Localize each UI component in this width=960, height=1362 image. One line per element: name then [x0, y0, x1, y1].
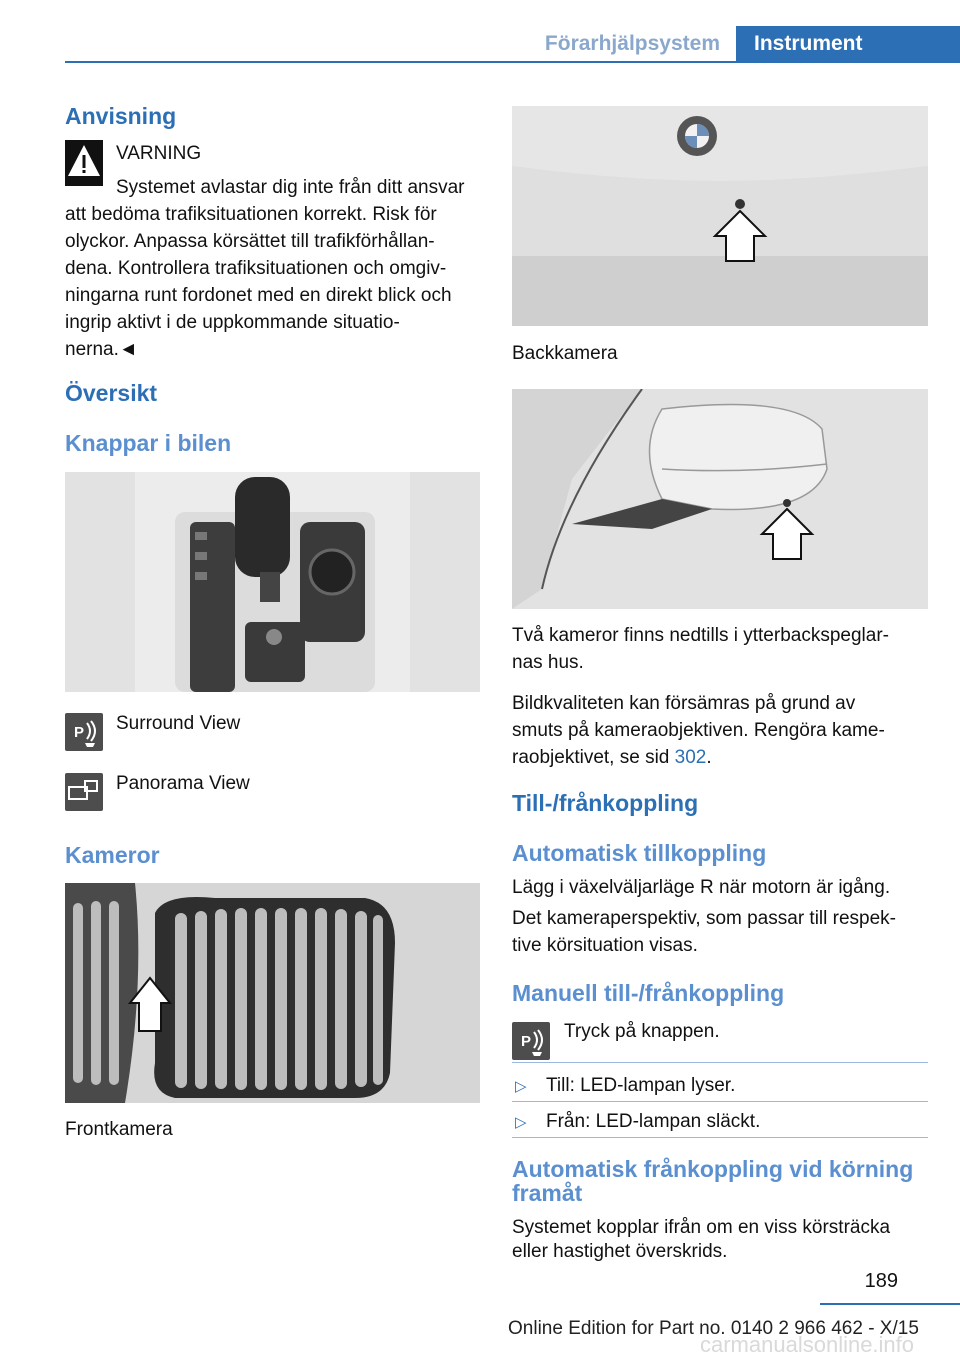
quality-text-line-last — [512, 744, 712, 771]
warning-line: ningarna runt fordonet med en direkt blick och — [65, 285, 452, 306]
page-number: 189 — [864, 1270, 898, 1292]
mirror-text-line: Två kameror finns nedtills i ytterbackspeglar‐ — [512, 625, 889, 646]
edition-text: Online Edition for Part no. 0140 2 966 462 - X/15 — [508, 1318, 919, 1339]
running-header-section: Förarhjälpsystem — [544, 32, 720, 55]
header-rule — [65, 61, 960, 63]
warning-triangle-icon — [65, 140, 103, 186]
auto-off-text-line: eller hastighet överskrids. — [512, 1241, 728, 1262]
list-divider — [512, 1137, 928, 1138]
warning-line: olyckor. Anpassa körsättet till trafikförhållan‐ — [65, 231, 435, 252]
surround-view-button-icon — [512, 1022, 550, 1060]
running-header-tab: Instrument — [736, 26, 960, 62]
warning-line: att bedöma trafiksituationen korrekt. Risk för — [65, 204, 437, 225]
quality-text-line: Bildkvaliteten kan försämras på grund av — [512, 693, 856, 714]
auto-off-heading-line: Automatisk frånkoppling vid körning — [512, 1156, 914, 1182]
cameras-heading: Kameror — [65, 842, 160, 868]
quality-text-prefix: raobjektivet, se sid — [512, 747, 675, 768]
auto-on-heading: Automatisk tillkoppling — [512, 840, 767, 866]
warning-title: VARNING — [116, 143, 202, 164]
surround-view-button-icon — [65, 713, 103, 751]
list-divider — [512, 1062, 928, 1063]
footer-rule — [820, 1303, 960, 1305]
svg-text:P: P — [521, 1033, 532, 1050]
auto-on-text: Lägg i växelväljarläge R när motorn är igång. — [512, 877, 891, 898]
bullet-item-off: Från: LED-lampan släckt. — [546, 1111, 761, 1132]
bullet-marker: ▷ — [515, 1078, 527, 1095]
auto-off-heading-line: framåt — [512, 1180, 583, 1206]
warning-line: nerna.◄ — [65, 339, 138, 360]
quality-text-suffix: . — [706, 747, 712, 768]
warning-line: ingrip aktivt i de uppkommande situatio‐ — [65, 312, 400, 333]
svg-text:P: P — [74, 724, 85, 741]
center-console-image — [65, 472, 480, 692]
onoff-heading: Till-/frånkoppling — [512, 790, 699, 816]
manual-instruction: Tryck på knappen. — [564, 1021, 720, 1042]
overview-heading: Översikt — [65, 380, 158, 406]
panorama-view-button-icon — [65, 773, 103, 811]
rear-camera-image — [512, 106, 928, 326]
list-divider — [512, 1101, 928, 1102]
auto-on-text-line: tive körsituation visas. — [512, 935, 698, 956]
note-heading: Anvisning — [65, 103, 177, 129]
page-reference-link[interactable]: 302 — [674, 747, 707, 768]
warning-line: dena. Kontrollera trafiksituationen och omgiv‐ — [65, 258, 447, 279]
quality-text-line: smuts på kameraobjektiven. Rengöra kame‐ — [512, 720, 885, 741]
mirror-camera-image — [512, 389, 928, 609]
panorama-view-label: Panorama View — [116, 773, 250, 794]
surround-view-label: Surround View — [116, 713, 241, 734]
front-camera-caption: Frontkamera — [65, 1119, 173, 1140]
front-camera-image — [65, 883, 480, 1103]
rear-camera-caption: Backkamera — [512, 343, 618, 364]
warning-line: Systemet avlastar dig inte från ditt ansvar — [116, 177, 465, 198]
auto-off-text-line: Systemet kopplar ifrån om en viss körsträcka — [512, 1217, 891, 1238]
bullet-item-on: Till: LED-lampan lyser. — [546, 1075, 736, 1096]
auto-on-text-line: Det kameraperspektiv, som passar till respek‐ — [512, 908, 896, 929]
mirror-text-line: nas hus. — [512, 652, 584, 673]
manual-heading: Manuell till-/frånkoppling — [512, 980, 785, 1006]
watermark: carmanualsonline.info — [700, 1332, 915, 1357]
bullet-marker: ▷ — [515, 1114, 527, 1131]
buttons-heading: Knappar i bilen — [65, 430, 232, 456]
